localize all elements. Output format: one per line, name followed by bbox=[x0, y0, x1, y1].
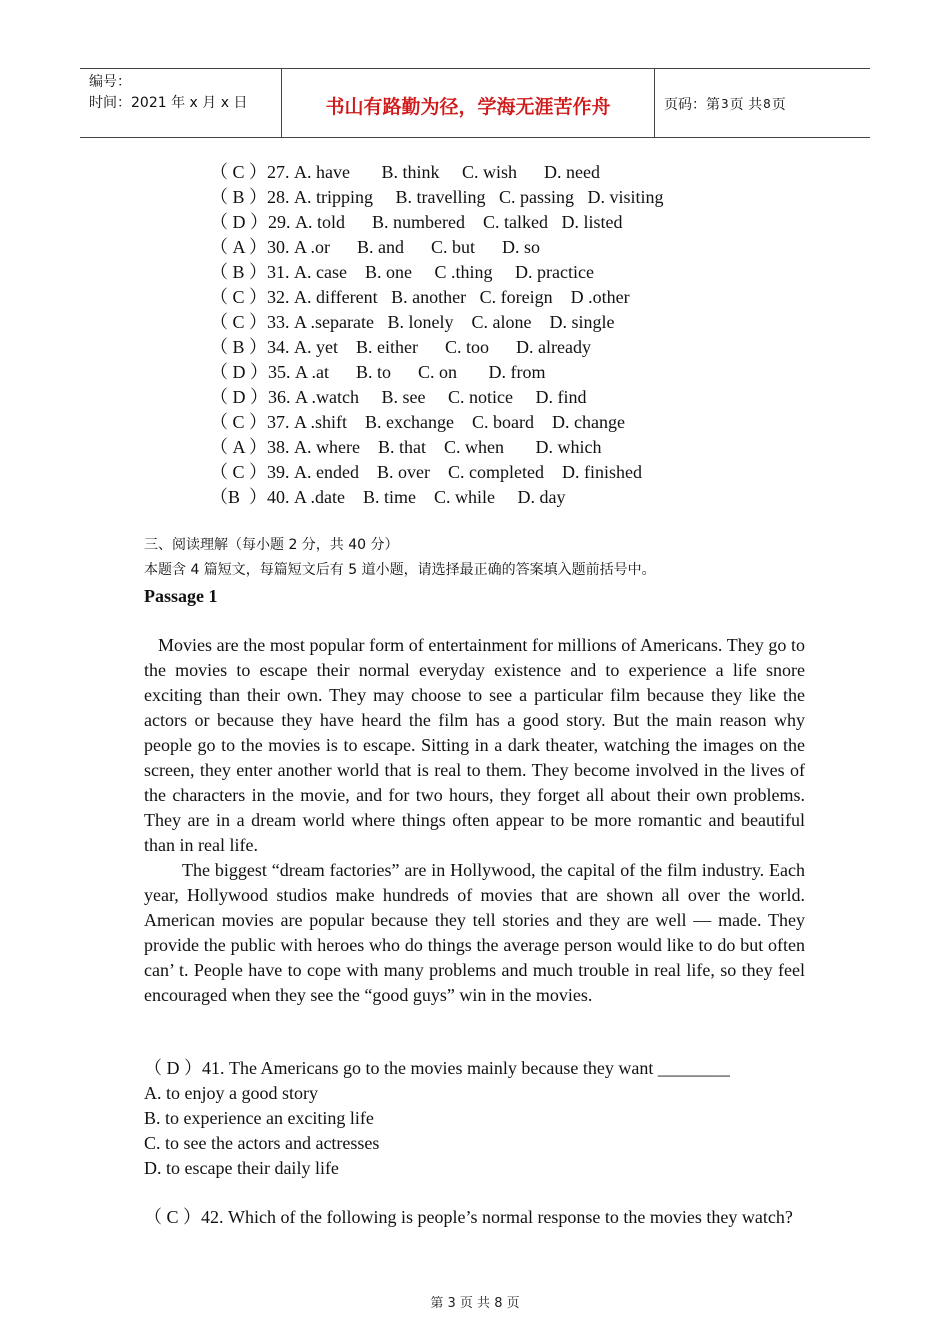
answer-row: （ C ）39. A. ended B. over C. completed D. finished bbox=[210, 462, 642, 482]
answer-row: （ C ）33. A .separate B. lonely C. alone D. single bbox=[210, 312, 615, 332]
section-instruction: 本题含 4 篇短文，每篇短文后有 5 道小题，请选择最正确的答案填入题前括号中。 bbox=[144, 562, 656, 578]
answer-row: （ B ）34. A. yet B. either C. too D. already bbox=[210, 337, 591, 357]
passage-paragraph-1: Movies are the most popular form of entertainment for millions of Americans. They go to the movies to escape their normal everyday existence and to experience a life snore exciting than their own. They may choose to see a particular film because they like the actors or because they have heard the film has a good story. But the main reason why people go to the movies is to escape. Sitting in a dark theater, watching the images on the screen, they enter another world that is real to them. They become involved in the lives of the characters in the movie, and for two hours, they forget all about their own problems. They are in a dream world where things often appear to be more romantic and beautiful than in real life. bbox=[144, 635, 805, 855]
passage-title: Passage 1 bbox=[144, 586, 218, 606]
question-stem: （ C ）42. Which of the following is people’s normal response to the movies they watch? bbox=[144, 1207, 793, 1227]
header-meta bbox=[80, 69, 281, 137]
section-title: 三、阅读理解（每小题 2 分，共 40 分） bbox=[144, 537, 399, 553]
answer-row: （B ）40. A .date B. time C. while D. day bbox=[210, 487, 566, 507]
question-42 bbox=[144, 1205, 805, 1230]
page-header bbox=[80, 68, 870, 138]
answer-row: （ C ）32. A. different B. another C. foreign D .other bbox=[210, 287, 630, 307]
cloze-answer-list bbox=[210, 160, 664, 510]
answer-row: （ C ）27. A. have B. think C. wish D. need bbox=[210, 162, 600, 182]
question-41 bbox=[144, 1056, 805, 1181]
date-label: 时间：2021 年 x 月 x 日 bbox=[89, 95, 248, 111]
passage-body bbox=[144, 633, 805, 1008]
answer-row: （ B ）31. A. case B. one C .thing D. practice bbox=[210, 262, 594, 282]
serial-label: 编号： bbox=[89, 74, 131, 90]
answer-row: （ B ）28. A. tripping B. travelling C. passing D. visiting bbox=[210, 187, 664, 207]
option-b: B. to experience an exciting life bbox=[144, 1108, 374, 1128]
page-footer: 第 3 页 共 8 页 bbox=[430, 1296, 520, 1311]
question-stem: （ D ）41. The Americans go to the movies mainly because they want ________ bbox=[144, 1058, 730, 1078]
page-num: 3 bbox=[721, 97, 729, 111]
page-suffix: 页 bbox=[771, 97, 786, 113]
page-mid: 页 共 bbox=[729, 97, 763, 113]
header-motto: 书山有路勤为径，学海无涯苦作舟 bbox=[281, 69, 655, 137]
answer-row: （ D ）35. A .at B. to C. on D. from bbox=[210, 362, 546, 382]
answer-row: （ C ）37. A .shift B. exchange C. board D. change bbox=[210, 412, 625, 432]
answer-row: （ D ）29. A. told B. numbered C. talked D. listed bbox=[210, 212, 623, 232]
header-page-number bbox=[655, 69, 870, 137]
answer-row: （ A ）30. A .or B. and C. but D. so bbox=[210, 237, 541, 257]
option-c: C. to see the actors and actresses bbox=[144, 1133, 380, 1153]
passage-paragraph-2: The biggest “dream factories” are in Hollywood, the capital of the film industry. Each year, Hollywood studios make hundreds of movies that are shown all over the world. American movies are popular because they tell stories and they are well — made. They provide the public with heroes who do things the average person would like to do but often can’ t. People have to cope with many problems and much trouble in real life, so they feel encouraged when they see the “good guys” win in the movies. bbox=[144, 860, 805, 1005]
option-d: D. to escape their daily life bbox=[144, 1158, 339, 1178]
option-a: A. to enjoy a good story bbox=[144, 1083, 318, 1103]
page-total: 8 bbox=[763, 97, 771, 111]
answer-row: （ D ）36. A .watch B. see C. notice D. find bbox=[210, 387, 587, 407]
answer-row: （ A ）38. A. where B. that C. when D. which bbox=[210, 437, 602, 457]
page-prefix: 页码：第 bbox=[664, 97, 720, 113]
